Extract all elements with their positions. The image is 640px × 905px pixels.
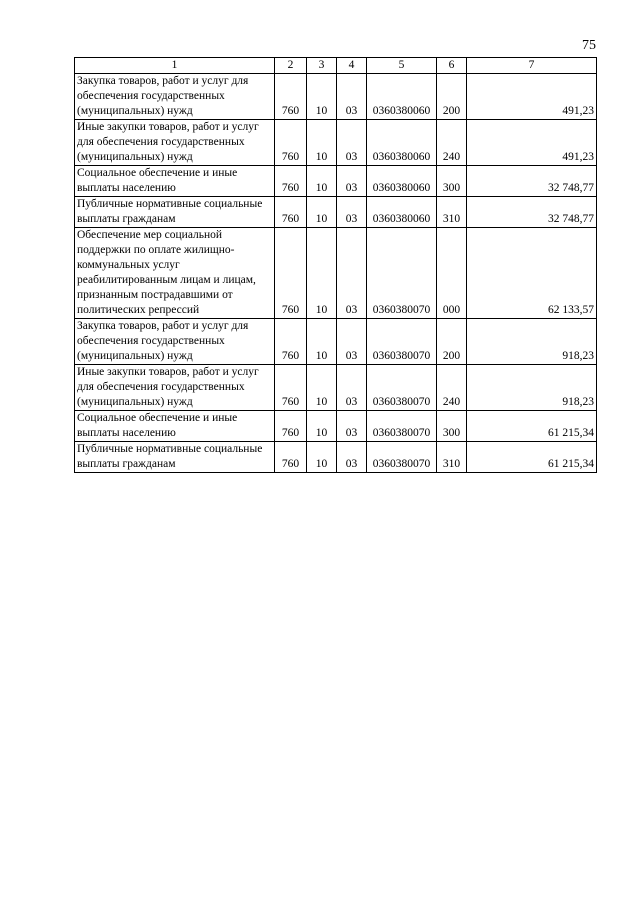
admin-code: 760 <box>275 74 307 120</box>
column-header: 6 <box>437 58 467 74</box>
expense-type-code: 300 <box>437 411 467 442</box>
admin-code: 760 <box>275 228 307 319</box>
subsection-code: 03 <box>337 442 367 473</box>
row-description: Иные закупки товаров, работ и услуг для обеспечения государственных (муниципальных) нужд <box>75 120 275 166</box>
table-row <box>75 411 597 442</box>
section-code: 10 <box>307 319 337 365</box>
admin-code: 760 <box>275 365 307 411</box>
target-article-code: 0360380070 <box>367 365 437 411</box>
section-code: 10 <box>307 411 337 442</box>
admin-code: 760 <box>275 166 307 197</box>
row-description: Социальное обеспечение и иные выплаты населению <box>75 166 275 197</box>
section-code: 10 <box>307 120 337 166</box>
table-row <box>75 74 597 120</box>
expense-type-code: 000 <box>437 228 467 319</box>
column-header: 2 <box>275 58 307 74</box>
table-row <box>75 197 597 228</box>
expense-type-code: 310 <box>437 442 467 473</box>
admin-code: 760 <box>275 411 307 442</box>
admin-code: 760 <box>275 319 307 365</box>
subsection-code: 03 <box>337 120 367 166</box>
table-row <box>75 365 597 411</box>
amount: 32 748,77 <box>467 197 597 228</box>
row-description: Закупка товаров, работ и услуг для обеспечения государственных (муниципальных) нужд <box>75 74 275 120</box>
expense-type-code: 240 <box>437 365 467 411</box>
table-row <box>75 442 597 473</box>
expense-type-code: 300 <box>437 166 467 197</box>
subsection-code: 03 <box>337 411 367 442</box>
admin-code: 760 <box>275 197 307 228</box>
table-row <box>75 228 597 319</box>
amount: 491,23 <box>467 74 597 120</box>
amount: 62 133,57 <box>467 228 597 319</box>
amount: 61 215,34 <box>467 442 597 473</box>
table-row <box>75 319 597 365</box>
expense-type-code: 200 <box>437 74 467 120</box>
section-code: 10 <box>307 74 337 120</box>
expense-type-code: 240 <box>437 120 467 166</box>
budget-table <box>74 57 597 473</box>
column-header: 4 <box>337 58 367 74</box>
amount: 61 215,34 <box>467 411 597 442</box>
subsection-code: 03 <box>337 166 367 197</box>
row-description: Публичные нормативные социальные выплаты гражданам <box>75 197 275 228</box>
subsection-code: 03 <box>337 365 367 411</box>
column-header: 5 <box>367 58 437 74</box>
row-description: Иные закупки товаров, работ и услуг для обеспечения государственных (муниципальных) нужд <box>75 365 275 411</box>
subsection-code: 03 <box>337 197 367 228</box>
subsection-code: 03 <box>337 74 367 120</box>
amount: 918,23 <box>467 319 597 365</box>
expense-type-code: 200 <box>437 319 467 365</box>
row-description: Закупка товаров, работ и услуг для обеспечения государственных (муниципальных) нужд <box>75 319 275 365</box>
section-code: 10 <box>307 365 337 411</box>
target-article-code: 0360380070 <box>367 442 437 473</box>
row-description: Обеспечение мер социальной поддержки по оплате жилищно-коммунальных услуг реабилитированным лицам и лицам, признанным пострадавшими от политических репрессий <box>75 228 275 319</box>
amount: 32 748,77 <box>467 166 597 197</box>
admin-code: 760 <box>275 120 307 166</box>
target-article-code: 0360380060 <box>367 120 437 166</box>
page-number: 75 <box>582 38 596 53</box>
admin-code: 760 <box>275 442 307 473</box>
table-row <box>75 166 597 197</box>
row-description: Публичные нормативные социальные выплаты гражданам <box>75 442 275 473</box>
target-article-code: 0360380060 <box>367 166 437 197</box>
target-article-code: 0360380070 <box>367 411 437 442</box>
subsection-code: 03 <box>337 228 367 319</box>
section-code: 10 <box>307 442 337 473</box>
section-code: 10 <box>307 166 337 197</box>
expense-type-code: 310 <box>437 197 467 228</box>
table-header-row <box>75 58 597 74</box>
subsection-code: 03 <box>337 319 367 365</box>
target-article-code: 0360380060 <box>367 197 437 228</box>
table-row <box>75 120 597 166</box>
target-article-code: 0360380070 <box>367 228 437 319</box>
section-code: 10 <box>307 197 337 228</box>
row-description: Социальное обеспечение и иные выплаты населению <box>75 411 275 442</box>
column-header: 3 <box>307 58 337 74</box>
target-article-code: 0360380070 <box>367 319 437 365</box>
column-header: 7 <box>467 58 597 74</box>
amount: 918,23 <box>467 365 597 411</box>
target-article-code: 0360380060 <box>367 74 437 120</box>
column-header: 1 <box>75 58 275 74</box>
amount: 491,23 <box>467 120 597 166</box>
section-code: 10 <box>307 228 337 319</box>
